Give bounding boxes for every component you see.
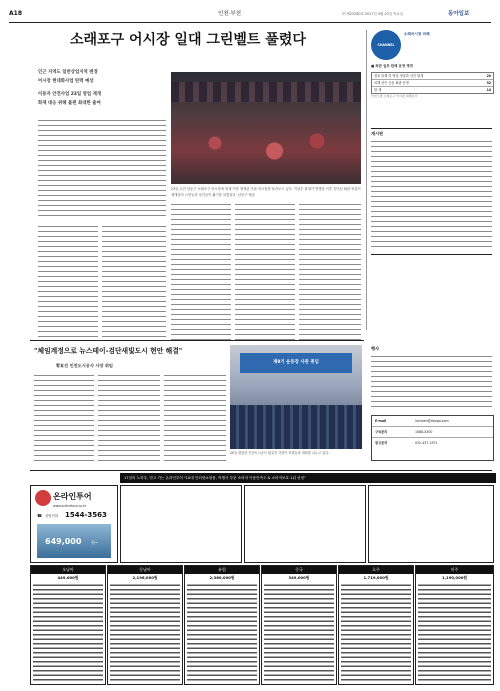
tour-column-body <box>187 583 257 681</box>
ad-top-banner: 17년의 노하우, 믿고 가는 온라인투어 "10대 인터넷쇼핑몰, 여행사 부문 소비자 이용만족도 & 소비자보호 1위 선정" <box>120 473 496 483</box>
promo-price: 649,000 <box>45 537 82 546</box>
subhead-4: 화재 대응 위해 불편 최대한 줄여 <box>38 101 101 106</box>
notices-rule <box>371 128 492 129</box>
photo-caption: 23일 오전 남동구 소래포구 어시장에 화재 이후 재개된 가판 어시장을 둘러보고 있다. 이날부 화재가 발생한 이후 중단된 좌판 영업이 재개되어 시민들과 상인들이 활기를 되찾았다. 남동구 제공 <box>171 187 361 197</box>
tour-column[interactable] <box>261 565 337 685</box>
second-story-rule <box>30 340 364 341</box>
tour-price: 449,000원 <box>57 575 79 580</box>
tour-price: 1,190,000원 <box>441 575 468 580</box>
tour-column[interactable] <box>184 565 260 685</box>
tour-column-title: 유럽 <box>185 566 259 574</box>
tour-column[interactable] <box>338 565 414 685</box>
contact-row <box>372 416 493 427</box>
tour-column-body <box>110 583 180 681</box>
tour-column-title: 미주 <box>416 566 493 574</box>
tour-column[interactable] <box>30 565 106 685</box>
tour-price: 1,719,000원 <box>363 575 389 580</box>
globe-icon <box>35 490 51 506</box>
header-rule <box>9 22 491 23</box>
tour-price: 2,196,000원 <box>132 575 158 580</box>
promo-image <box>37 524 111 558</box>
lead-article-body-col3 <box>171 202 231 340</box>
stat-label: 피해 상인 공동 좌판 운영 <box>374 81 409 85</box>
stat-row <box>372 87 493 93</box>
contact-row <box>372 427 493 438</box>
second-story-headline: "체임계정으로 뉴스테이-검단새빛도시 현안 해결" <box>34 347 183 355</box>
ceremony-audience <box>230 405 362 449</box>
stat-label: 합 계 <box>374 88 382 92</box>
tour-price: 349,000원 <box>288 575 310 580</box>
phone-number[interactable]: 1544-3563 <box>65 511 107 519</box>
contact-row <box>372 438 493 448</box>
sidebar-box-note: 인천소방 소래포구 어시장 피해조사 <box>371 94 418 98</box>
sidebar-box-subtitle: ■ 좌판 일부 한때 운영 재개 <box>371 64 413 68</box>
sidebar-stat-box <box>371 72 494 94</box>
lead-article-body-col2 <box>102 224 166 340</box>
paper-name: 동아일보 <box>448 11 470 17</box>
events-rule <box>371 254 492 255</box>
tour-column-title: 중국 <box>262 566 336 574</box>
tour-column-title: 호주 <box>339 566 413 574</box>
second-story-body-col3 <box>164 373 226 465</box>
tour-listing-block-3 <box>368 485 494 563</box>
email-value[interactable]: inchoen@donga.com <box>415 419 449 423</box>
subhead-group <box>38 68 168 108</box>
tour-column-body <box>341 583 411 681</box>
notices-body <box>371 139 492 247</box>
lead-article-body-col5 <box>299 202 361 340</box>
photo-crowd <box>181 127 351 167</box>
tour-listing-block-1 <box>120 485 242 563</box>
tour-column-title: 오남아 <box>31 566 105 574</box>
date-line: ㈜ 제23780호 2017년 4월 20일 목요일 <box>342 12 403 16</box>
lead-article-body-col4 <box>235 202 295 340</box>
market-photo <box>171 72 361 184</box>
tour-column-body <box>418 583 491 681</box>
channel-logo: CHANNEL <box>371 30 401 60</box>
promo-unit: 원~ <box>91 540 99 545</box>
tour-listing-block-2 <box>244 485 366 563</box>
tour-price: 2,360,000원 <box>209 575 235 580</box>
second-story-subhead: 황효진 인천도시공사 사장 취임 <box>56 363 113 368</box>
tel-value: 1588-4300 <box>415 430 433 434</box>
brand-name[interactable]: 온라인투어 <box>53 492 92 501</box>
lead-article-body-col1a <box>38 118 166 220</box>
tour-column-body <box>33 583 103 681</box>
contact-box <box>371 415 494 461</box>
page-number: A18 <box>9 10 22 17</box>
stat-row <box>372 73 493 80</box>
section-name: 인천·부천 <box>218 11 242 17</box>
subhead-2: 어시장 현대화사업 탄력 예상 <box>38 79 94 84</box>
phone-label: 상담전화 <box>45 514 59 518</box>
lead-article-body-col1 <box>38 224 98 340</box>
tour-columns <box>30 565 492 683</box>
headline: 소래포구 어시장 일대 그린벨트 풀렸다 <box>70 32 306 48</box>
tour-column-title: 동남아 <box>108 566 182 574</box>
tour-column-body <box>264 583 334 681</box>
subhead-3: 이용자 안전사업 23일 영업 재개 <box>38 92 102 97</box>
photo-canopy <box>171 82 361 102</box>
second-story-body-col1 <box>34 373 94 465</box>
email-label: E-mail <box>375 419 387 423</box>
notices-title: 게시판 <box>371 131 384 136</box>
event-body <box>371 354 492 410</box>
stat-label: 점포 피해 및 영업 정상화 상인 합계 <box>374 74 424 78</box>
tour-column[interactable] <box>415 565 494 685</box>
phone-icon: ☎ <box>37 513 42 518</box>
ad-value: 032-437-1971 <box>415 441 438 445</box>
stat-value: 32 <box>486 81 491 85</box>
ceremony-photo-caption: 20일 취임한 인천도시공사 황효진 사장이 직원들과 대화를 나누고 있다. <box>230 451 330 455</box>
sidebar-box-title: 소래어시장 피해 <box>404 32 430 36</box>
tel-label: 구독문의 <box>375 430 388 434</box>
ceremony-banner: 제9기 운동장 사관 취임 <box>240 353 352 373</box>
stat-row <box>372 80 493 87</box>
subhead-1: 인근 지역도 일반상업지역 변경 <box>38 70 98 75</box>
second-story-body-col2 <box>98 373 160 465</box>
sidebar-divider <box>366 30 367 330</box>
stat-value: 20 <box>486 74 491 78</box>
stat-value: 14 <box>486 88 491 92</box>
tour-column[interactable] <box>107 565 183 685</box>
ad-top-rule <box>30 470 492 471</box>
ceremony-photo <box>230 345 362 449</box>
event-title: 행사 <box>371 346 380 351</box>
ad-label: 광고문의 <box>375 441 388 445</box>
brand-url[interactable]: www.onlinetour.co.kr <box>53 504 87 508</box>
brand-ad-block <box>30 485 118 563</box>
